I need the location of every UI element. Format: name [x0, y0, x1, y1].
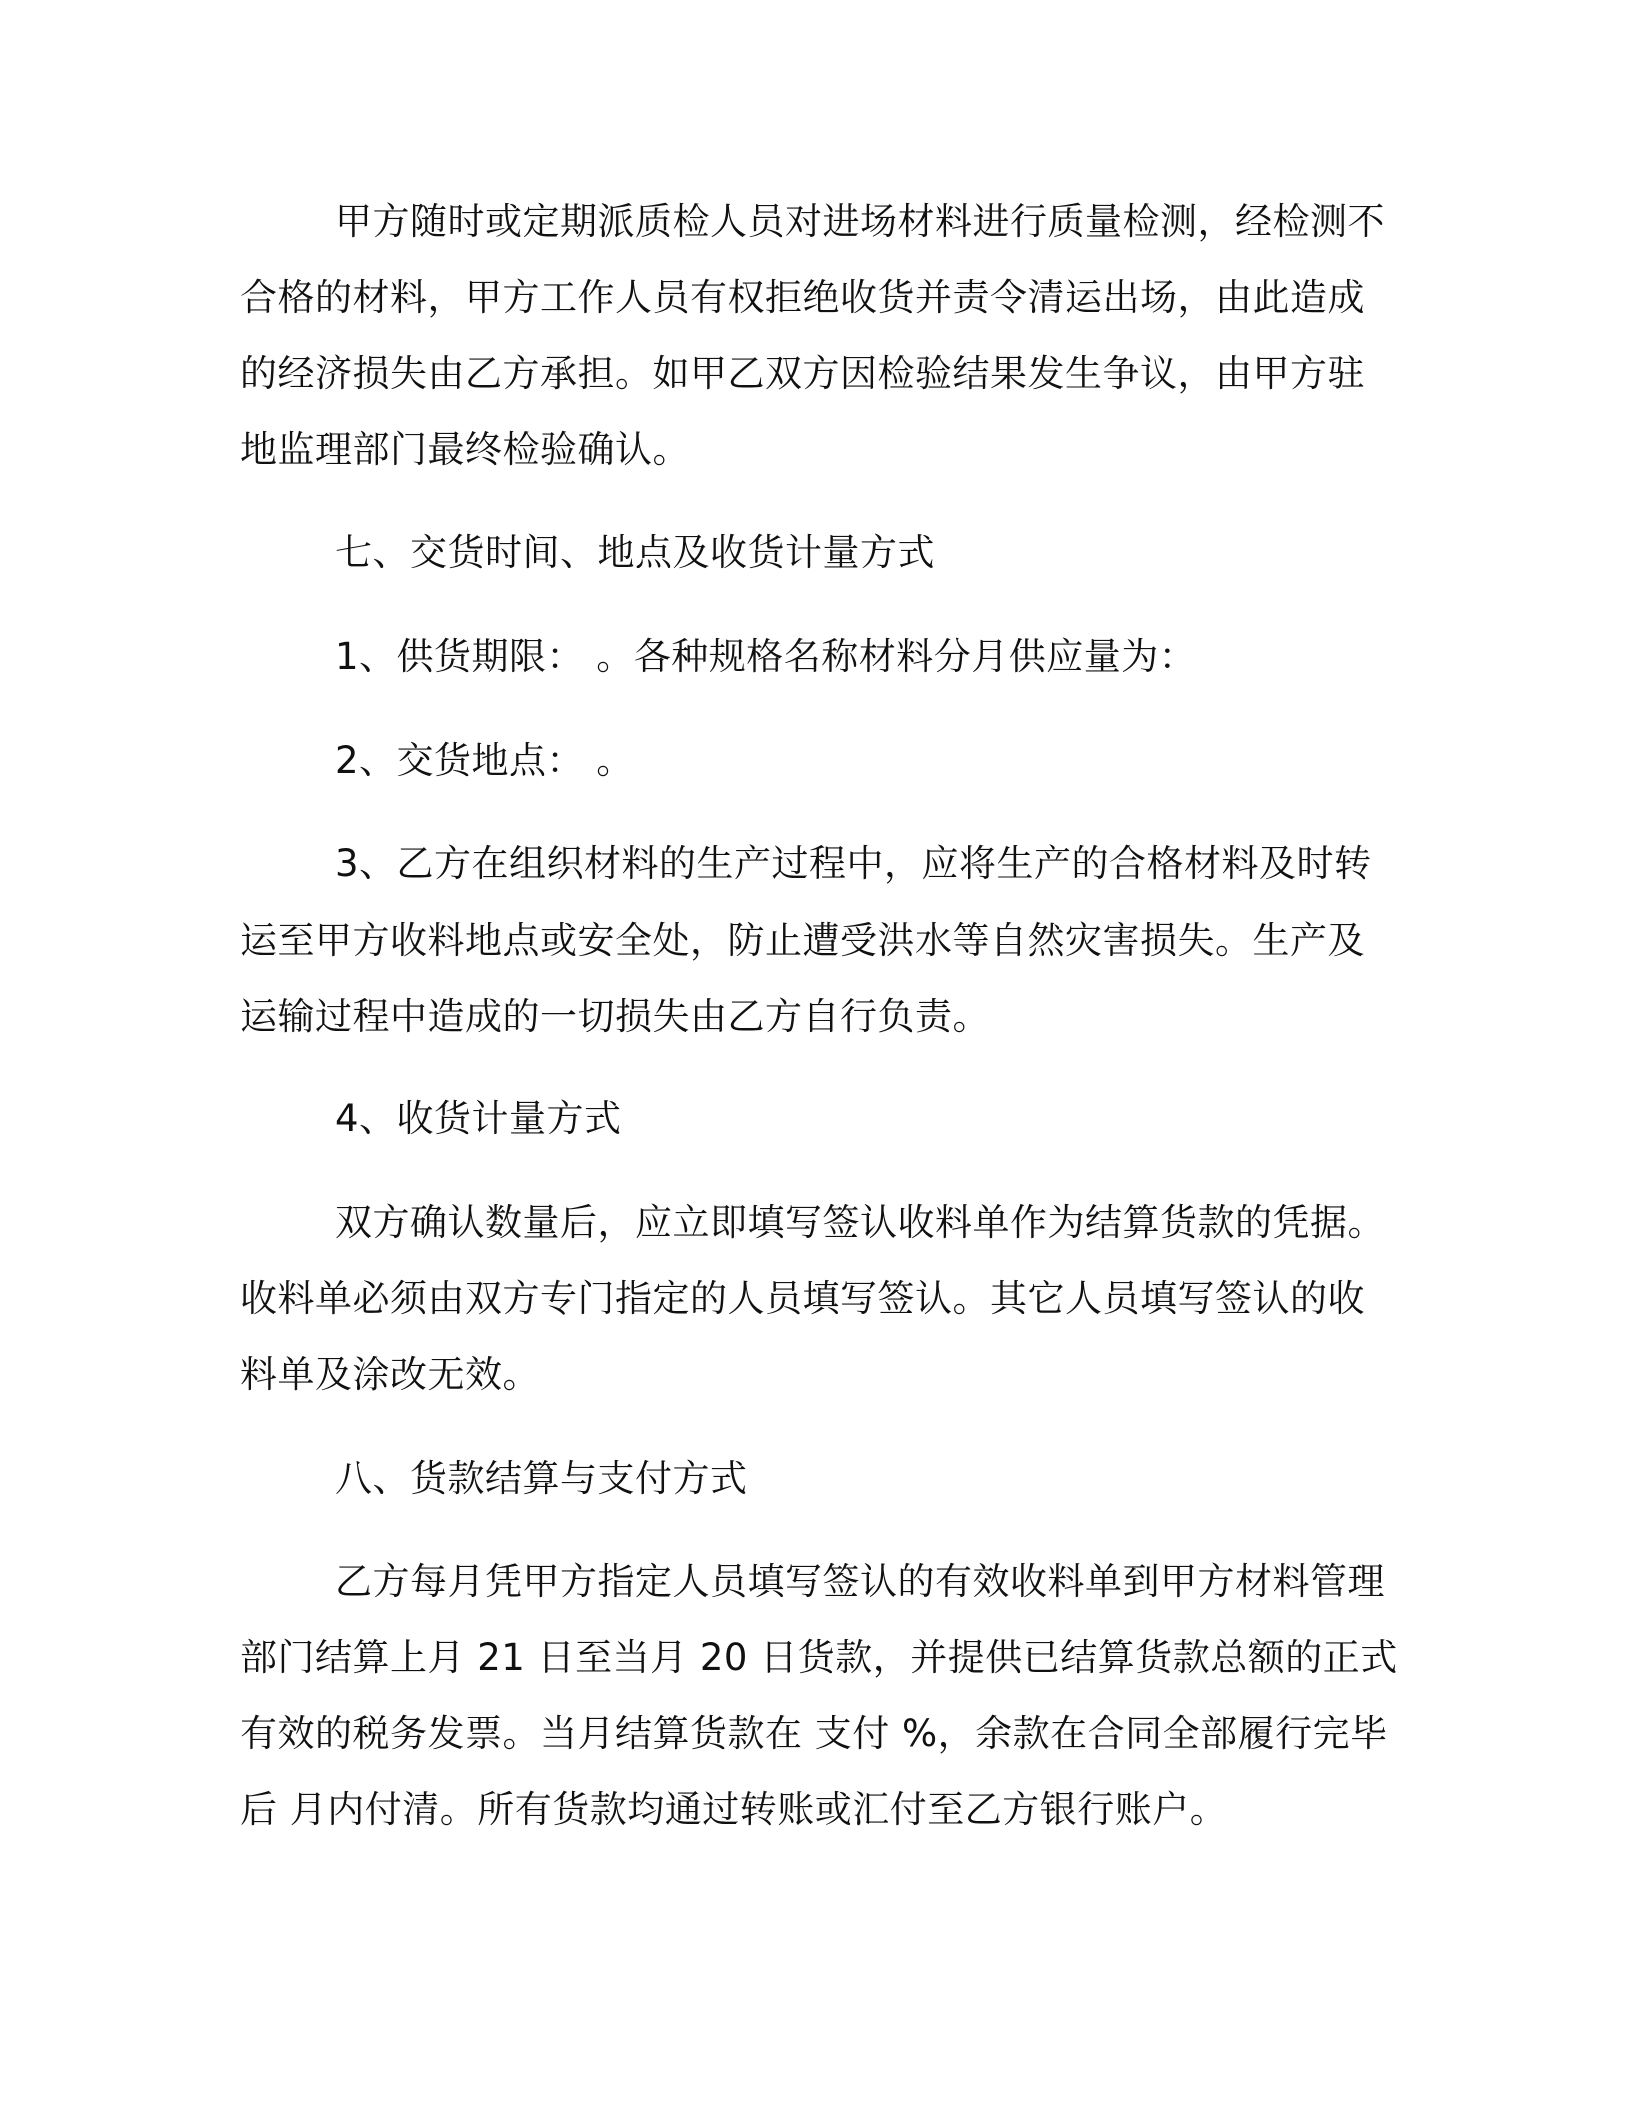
list-item: 2、交货地点： 。 — [335, 739, 634, 782]
list-item: 3、乙方在组织材料的生产过程中，应将生产的合格材料及时转 — [335, 842, 1372, 885]
list-item: 4、收货计量方式 — [335, 1097, 622, 1140]
section-heading: 七、交货时间、地点及收货计量方式 — [335, 531, 935, 574]
list-item: 1、供货期限： 。各种规格名称材料分月供应量为： — [335, 635, 1197, 678]
section-heading: 八、货款结算与支付方式 — [335, 1457, 748, 1500]
paragraph-line: 料单及涂改无效。 — [240, 1353, 540, 1396]
paragraph-line: 收料单必须由双方专门指定的人员填写签认。其它人员填写签认的收 — [240, 1277, 1365, 1320]
paragraph-line: 运至甲方收料地点或安全处，防止遭受洪水等自然灾害损失。生产及 — [240, 919, 1365, 962]
paragraph-line: 甲方随时或定期派质检人员对进场材料进行质量检测，经检测不 — [335, 200, 1385, 243]
paragraph-line: 合格的材料，甲方工作人员有权拒绝收货并责令清运出场，由此造成 — [240, 276, 1365, 319]
paragraph-line: 部门结算上月 21 日至当月 20 日货款，并提供已结算货款总额的正式 — [240, 1636, 1398, 1679]
paragraph-line: 地监理部门最终检验确认。 — [240, 428, 690, 471]
paragraph-line: 的经济损失由乙方承担。如甲乙双方因检验结果发生争议，由甲方驻 — [240, 352, 1365, 395]
paragraph-line: 有效的税务发票。当月结算货款在 支付 %，余款在合同全部履行完毕 — [240, 1712, 1388, 1755]
paragraph-line: 乙方每月凭甲方指定人员填写签认的有效收料单到甲方材料管理 — [335, 1560, 1385, 1603]
paragraph-line: 后 月内付清。所有货款均通过转账或汇付至乙方银行账户。 — [240, 1788, 1228, 1831]
paragraph-line: 运输过程中造成的一切损失由乙方自行负责。 — [240, 995, 990, 1038]
paragraph-line: 双方确认数量后，应立即填写签认收料单作为结算货款的凭据。 — [335, 1201, 1385, 1244]
